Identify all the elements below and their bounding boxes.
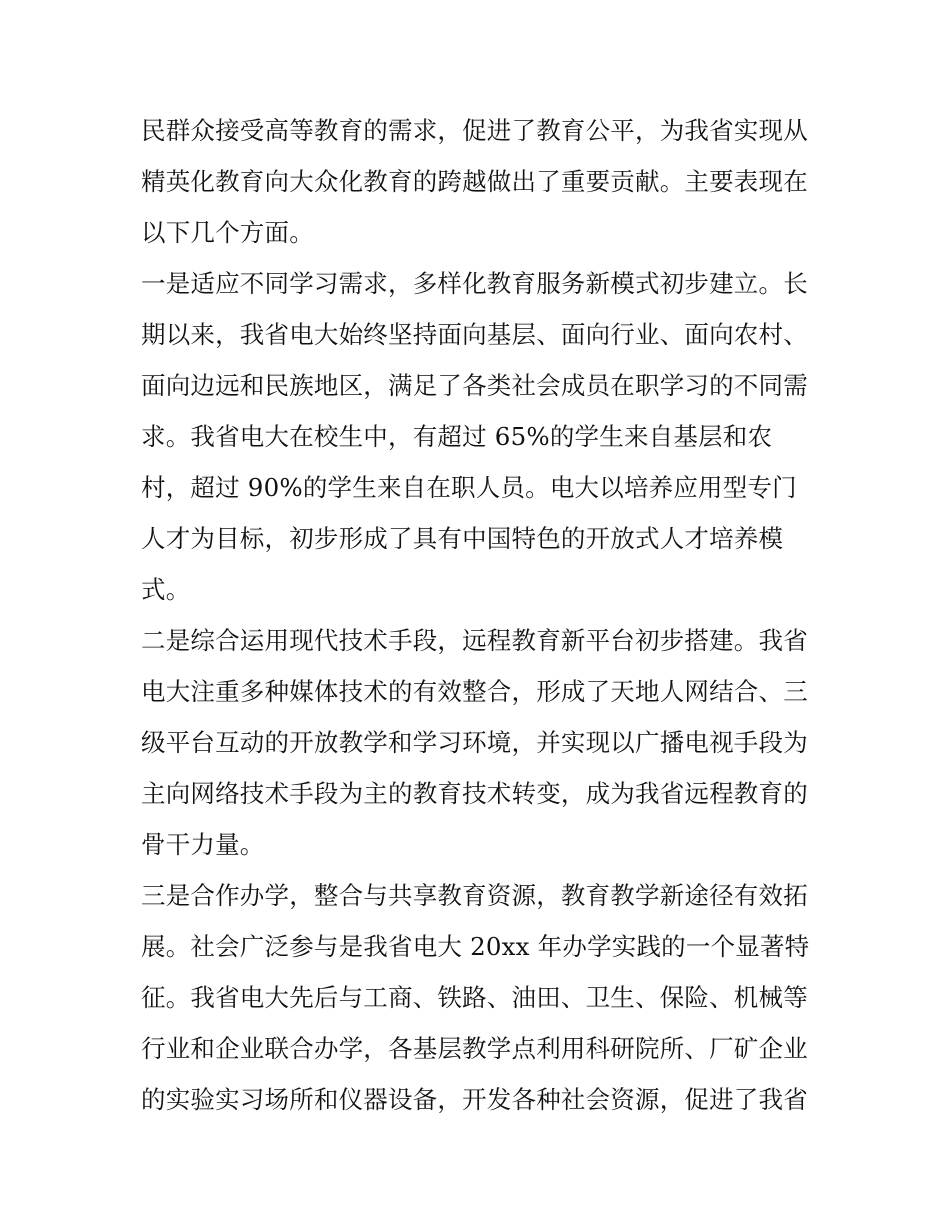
text-line: 骨干力量。: [141, 830, 265, 859]
text-line: 一是适应不同学习需求，多样化教育服务新模式初步建立。长: [141, 269, 808, 298]
text-line: 二是综合运用现代技术手段，远程教育新平台初步搭建。我省: [141, 626, 808, 655]
text-line: 人才为目标，初步形成了具有中国特色的开放式人才培养模: [141, 524, 784, 553]
text-line: 精英化教育向大众化教育的跨越做出了重要贡献。主要表现在: [141, 167, 808, 196]
text-line: 求。我省电大在校生中，有超过 65%的学生来自基层和农: [141, 422, 773, 451]
text-line: 期以来，我省电大始终坚持面向基层、面向行业、面向农村、: [141, 320, 808, 349]
text-line: 级平台互动的开放教学和学习环境，并实现以广播电视手段为: [141, 728, 808, 757]
text-line: 村，超过 90%的学生来自在职人员。电大以培养应用型专门: [141, 473, 797, 502]
text-line: 面向边远和民族地区，满足了各类社会成员在职学习的不同需: [141, 371, 808, 400]
text-line: 三是合作办学，整合与共享教育资源，教育教学新途径有效拓: [141, 881, 808, 910]
text-line: 电大注重多种媒体技术的有效整合，形成了天地人网结合、三: [141, 677, 808, 706]
text-line: 的实验实习场所和仪器设备，开发各种社会资源，促进了我省: [141, 1085, 808, 1114]
text-line: 以下几个方面。: [141, 218, 314, 247]
text-line: 民群众接受高等教育的需求，促进了教育公平，为我省实现从: [141, 116, 808, 145]
text-line: 主向网络技术手段为主的教育技术转变，成为我省远程教育的: [141, 779, 808, 808]
text-line: 式。: [141, 575, 191, 604]
body-text: [141, 105, 821, 1125]
text-line: 征。我省电大先后与工商、铁路、油田、卫生、保险、机械等: [141, 983, 808, 1012]
text-line: 行业和企业联合办学，各基层教学点利用科研院所、厂矿企业: [141, 1034, 808, 1063]
text-line: 展。社会广泛参与是我省电大 20xx 年办学实践的一个显著特: [141, 932, 810, 961]
